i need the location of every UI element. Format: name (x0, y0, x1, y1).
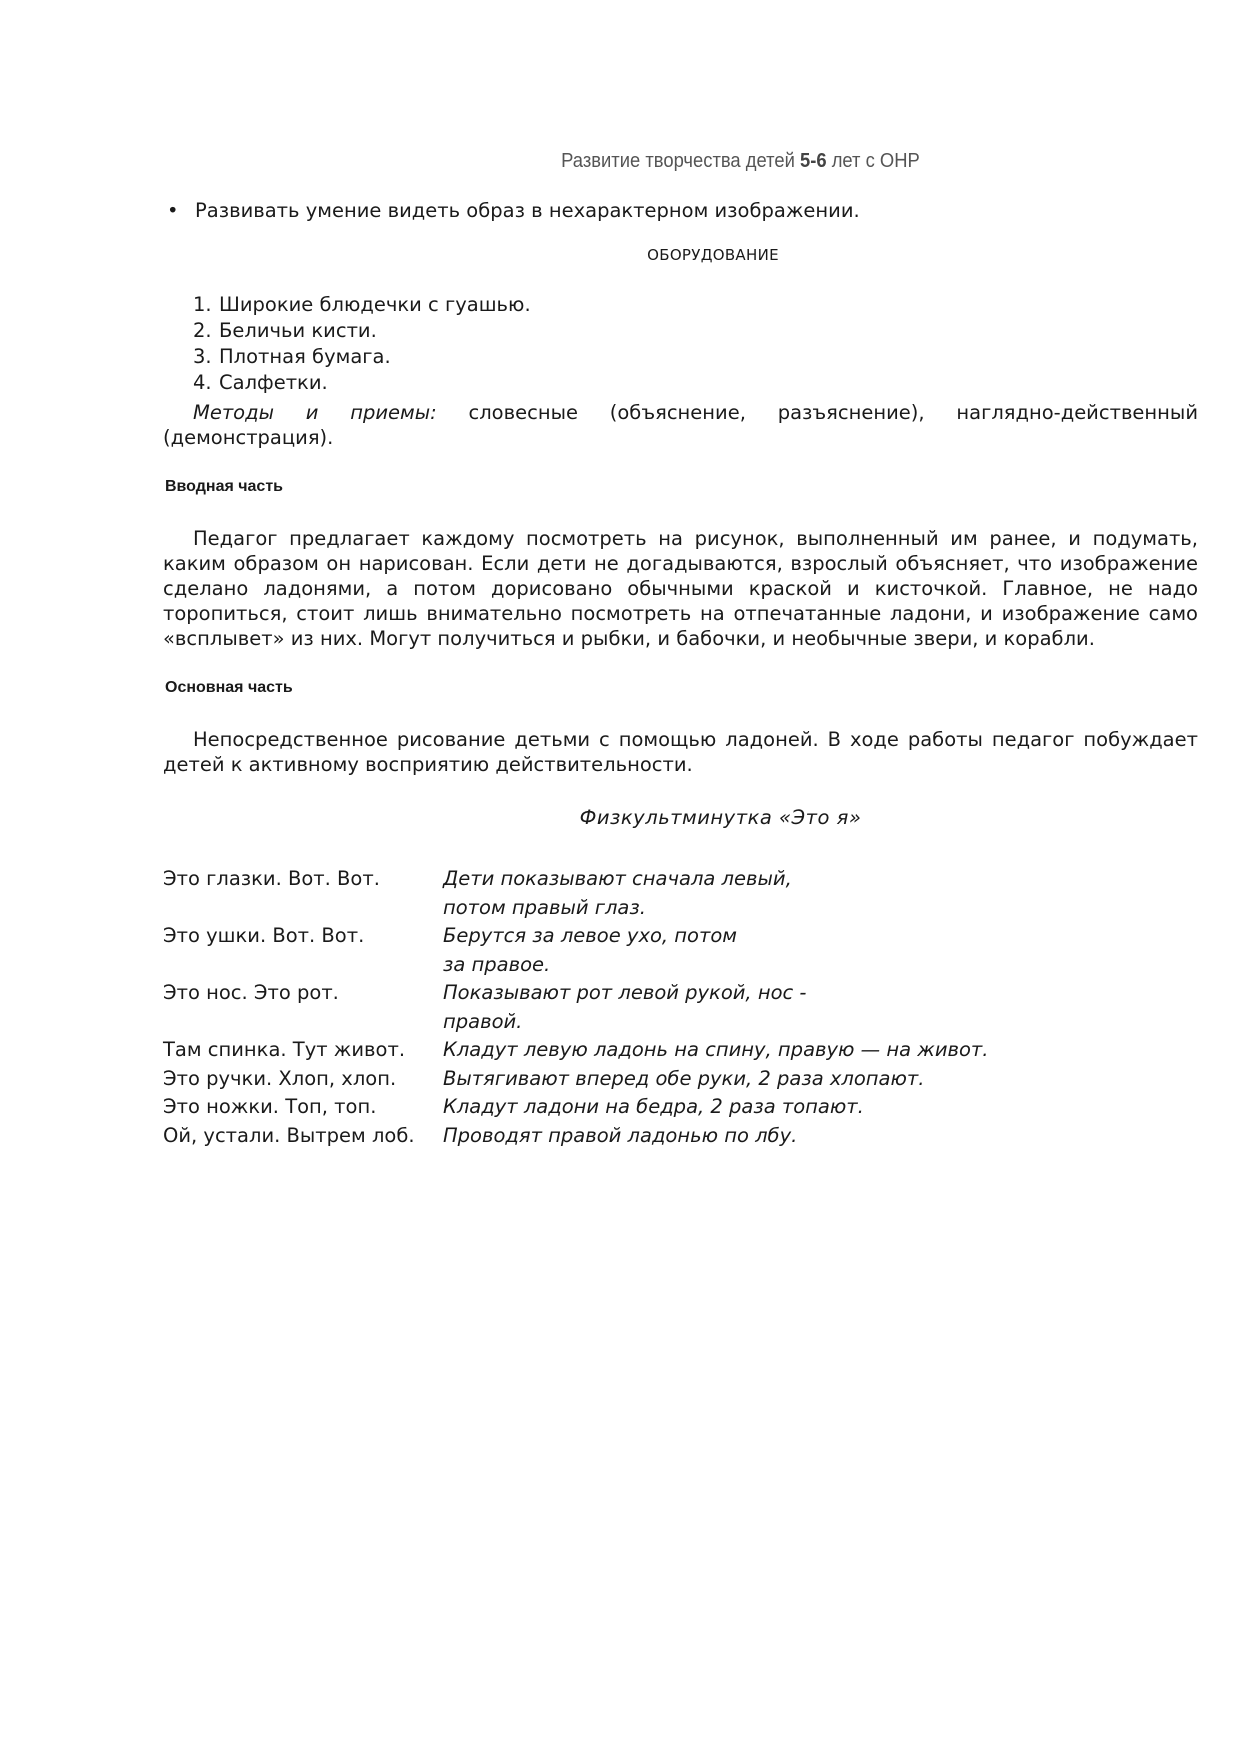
intro-heading: Вводная часть (165, 478, 283, 495)
methods-paragraph (163, 400, 1198, 450)
poem-row (163, 1093, 1198, 1122)
poem-line: Там спинка. Тут живот. (163, 1038, 406, 1061)
list-item-number: 2. (193, 319, 212, 342)
poem-row (163, 1065, 1198, 1094)
list-item-text: Широкие блюдечки с гуашью. (219, 293, 531, 316)
poem-action: Проводят правой ладонью по лбу. (443, 1123, 798, 1147)
list-item-number: 4. (193, 371, 212, 394)
poem-line (163, 894, 443, 923)
equipment-list (163, 292, 1198, 396)
poem-action: потом правый глаз. (443, 895, 646, 919)
document-body (163, 198, 1198, 1150)
list-item-text: Салфетки. (219, 371, 328, 394)
poem-row (163, 1122, 1198, 1151)
poem-row (163, 1008, 1198, 1037)
list-item (193, 344, 1198, 370)
poem-row (163, 922, 1198, 951)
poem-action: за правое. (443, 952, 551, 976)
poem-line: Ой, устали. Вытрем лоб. (163, 1123, 415, 1147)
poem-row (163, 1036, 1198, 1065)
poem-row (163, 865, 1198, 894)
poem-action: Дети показывают сначала левый, (443, 867, 792, 890)
main-heading: Основная часть (165, 679, 293, 696)
poem-action: Вытягивают вперед обе руки, 2 раза хлопают. (443, 1066, 925, 1090)
poem-action: Берутся за левое ухо, потом (443, 924, 737, 947)
poem-line: Это ножки. Топ, топ. (163, 1095, 377, 1118)
intro-paragraph: Педагог предлагает каждому посмотреть на рисунок, выполненный им ранее, и подумать, каким образом он нарисован. Если дети не догадываются, взрослый объясняет, что изображение сделано ладонями, а потом дорисовано обычными краской и кисточкой. Главное, не надо торопиться, стоит лишь внимательно посмотреть на отпечатанные ладони, и изображение само «всплывет» из них. Могут получиться и рыбки, и бабочки, и необычные звери, и корабли. (163, 527, 1198, 650)
list-item-text: Беличьи кисти. (219, 319, 377, 342)
poem-row (163, 894, 1198, 923)
header-title-part1: Развитие творчества детей (561, 150, 800, 172)
poem-action: Показывают рот левой рукой, нос - (443, 981, 807, 1004)
poem-action: правой. (443, 1009, 523, 1033)
header-title-part2: лет с ОНР (826, 150, 920, 172)
list-item-number: 3. (193, 345, 212, 368)
poem-line: Это ручки. Хлоп, хлоп. (163, 1066, 397, 1090)
poem-line: Это ушки. Вот. Вот. (163, 924, 365, 947)
main-paragraph: Непосредственное рисование детьми с помощью ладоней. В ходе работы педагог побуждает детей к активному восприятию действительности. (163, 728, 1198, 776)
poem-row (163, 951, 1198, 980)
list-item-number: 1. (193, 293, 212, 316)
list-item (193, 370, 1198, 396)
poem-line: Это нос. Это рот. (163, 981, 339, 1004)
list-item-text: Плотная бумага. (219, 345, 391, 368)
bullet-icon: • (167, 199, 179, 222)
poem-line (163, 1008, 443, 1037)
header-title-age: 5-6 (799, 150, 827, 172)
running-header (59, 150, 1201, 173)
poem-table (163, 865, 1198, 1150)
poem-action: Кладут левую ладонь на спину, правую — на живот. (443, 1038, 989, 1061)
methods-label: Методы и приемы: (193, 401, 437, 424)
goal-bullet-text: Развивать умение видеть образ в нехарактерном изображении. (195, 199, 860, 222)
list-item (193, 318, 1198, 344)
methods-text: словесные (объяснение, разъяснение), наглядно-действенный (демонстрация). (163, 401, 1198, 449)
list-item (193, 292, 1198, 318)
poem-row (163, 979, 1198, 1008)
goal-bullet-item (167, 198, 1198, 224)
poem-action: Кладут ладони на бедра, 2 раза топают. (443, 1095, 864, 1118)
fizk-title: Физкультминутка «Это я» (579, 806, 862, 829)
equipment-title: ОБОРУДОВАНИЕ (647, 246, 779, 264)
poem-line (163, 951, 443, 980)
poem-line: Это глазки. Вот. Вот. (163, 867, 380, 890)
